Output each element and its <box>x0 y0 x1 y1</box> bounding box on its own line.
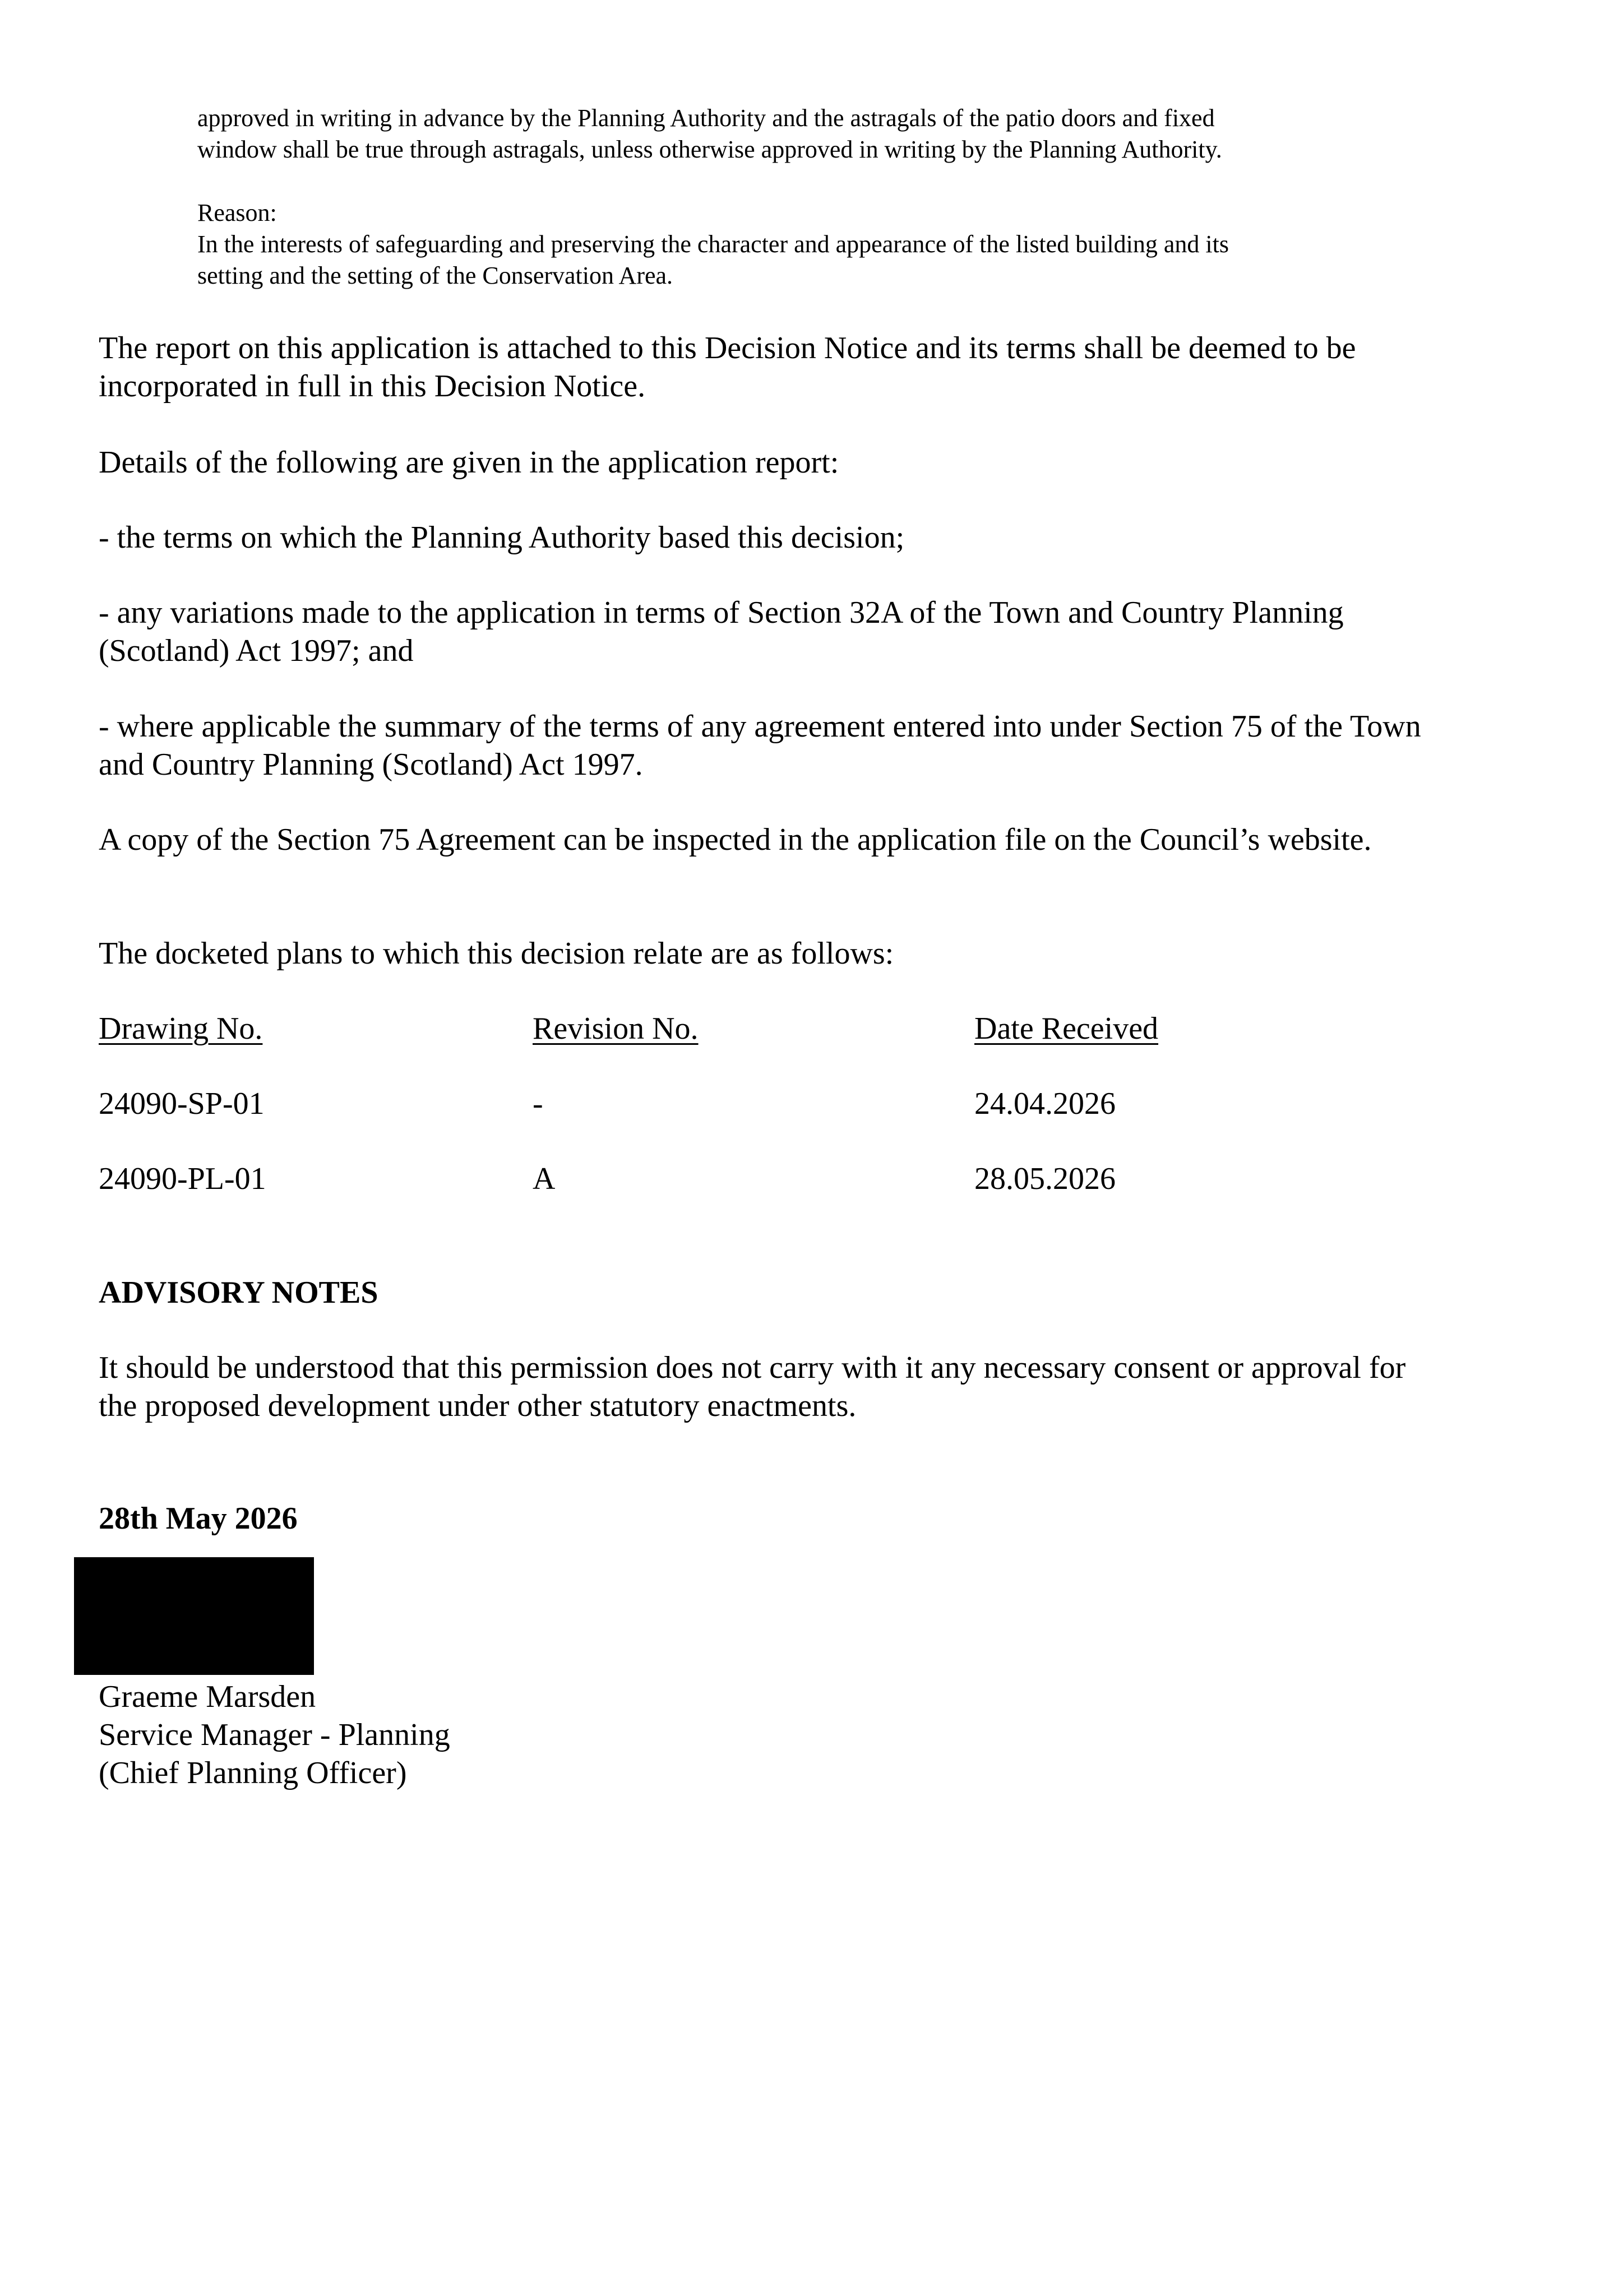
signatory-role: (Chief Planning Officer) <box>99 1756 407 1790</box>
signature-block <box>99 1678 1444 1792</box>
row-2-date: 28.05.2026 <box>974 1161 1116 1196</box>
bullet-variations: - any variations made to the application in terms of Section 32A of the Town and Country Planning (Scotland) Act 1997; and <box>99 595 1344 668</box>
header-date-received: Date Received <box>974 1011 1159 1046</box>
row-2-drawing: 24090-PL-01 <box>99 1161 266 1196</box>
signatory-name: Graeme Marsden <box>99 1679 316 1714</box>
header-revision-no: Revision No. <box>533 1011 699 1046</box>
row-2-revision: A <box>533 1161 556 1196</box>
redacted-signature <box>74 1557 314 1675</box>
condition-continuation <box>197 103 1403 165</box>
signatory-title: Service Manager - Planning <box>99 1718 450 1752</box>
bullet-terms: - the terms on which the Planning Authority based this decision; <box>99 520 905 555</box>
reason-line-2: setting and the setting of the Conservation Area. <box>197 262 673 289</box>
bullet-agreement: - where applicable the summary of the terms of any agreement entered into under Section 75 of the Town and Country Planning (Scotland) Act 1997. <box>99 709 1421 782</box>
reason-label: Reason: <box>197 199 277 226</box>
condition-reason <box>197 197 1403 291</box>
row-1-date: 24.04.2026 <box>974 1086 1116 1121</box>
plans-intro: The docketed plans to which this decision relate are as follows: <box>99 936 894 971</box>
reason-line-1: In the interests of safeguarding and preserving the character and appearance of the listed building and its <box>197 230 1229 258</box>
report-paragraph: The report on this application is attached to this Decision Notice and its terms shall be deemed to be incorporated in full in this Decision Notice. <box>99 331 1356 404</box>
section75-copy: A copy of the Section 75 Agreement can be inspected in the application file on the Council’s website. <box>99 822 1372 857</box>
signature-date: 28th May 2026 <box>99 1501 298 1536</box>
details-intro: Details of the following are given in the application report: <box>99 445 839 480</box>
advisory-heading: ADVISORY NOTES <box>99 1275 378 1310</box>
row-1-drawing: 24090-SP-01 <box>99 1086 265 1121</box>
condition-line-2: window shall be true through astragals, unless otherwise approved in writing by the Planning Authority. <box>197 136 1222 163</box>
row-1-revision: - <box>533 1086 543 1121</box>
header-drawing-no: Drawing No. <box>99 1011 263 1046</box>
condition-line-1: approved in writing in advance by the Planning Authority and the astragals of the patio doors and fixed <box>197 104 1215 132</box>
advisory-text: It should be understood that this permission does not carry with it any necessary consent or approval for the proposed development under other statutory enactments. <box>99 1350 1406 1423</box>
